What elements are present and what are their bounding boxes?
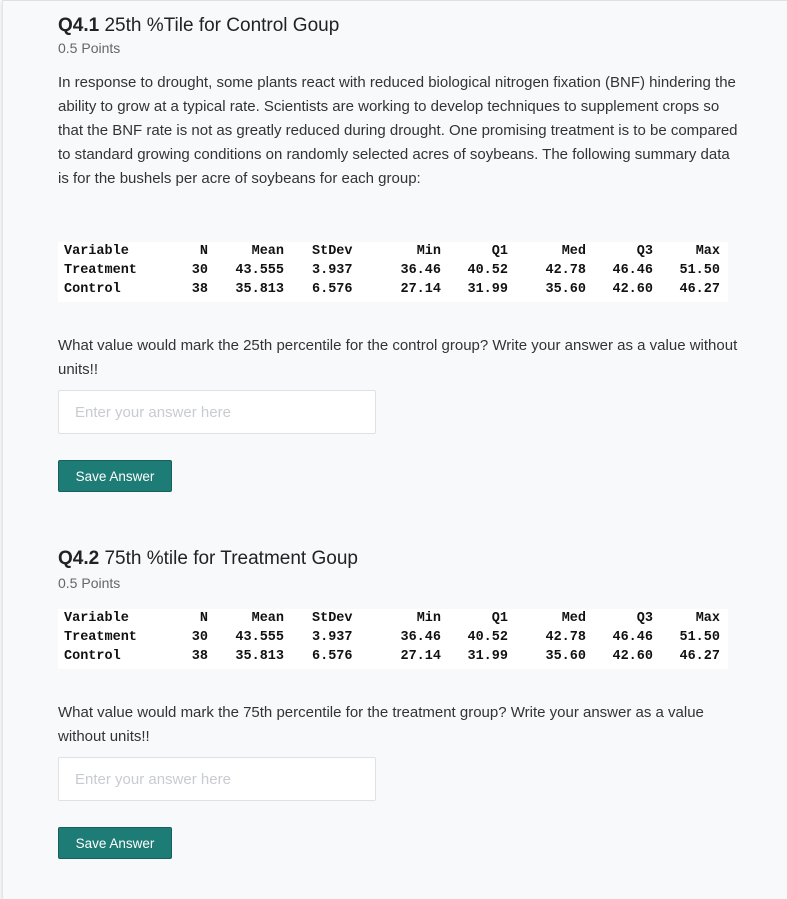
table-row: [58, 630, 728, 649]
column-header: Mean: [251, 244, 284, 259]
table-cell: 6.576: [312, 282, 353, 297]
column-header: StDev: [312, 244, 353, 259]
answer-input[interactable]: [58, 757, 376, 801]
column-header: N: [199, 611, 208, 626]
question-title: Q4.1 25th %Tile for Control Goup: [58, 15, 340, 36]
table-cell: 3.937: [312, 630, 353, 645]
table-cell: 42.60: [612, 282, 653, 297]
table-cell: 35.813: [235, 649, 284, 664]
column-header: Max: [695, 244, 720, 259]
table-cell: 27.14: [400, 649, 441, 664]
column-header: Min: [416, 244, 441, 259]
question-points: 0.5 Points: [58, 575, 121, 591]
column-header: Q1: [491, 611, 508, 626]
table-cell: 51.50: [679, 263, 720, 278]
table-cell: 43.555: [235, 630, 284, 645]
table-header-row: [58, 611, 728, 630]
table-cell: 30: [191, 630, 208, 645]
table-cell: 27.14: [400, 282, 441, 297]
table-cell: 42.78: [545, 630, 586, 645]
table-row: [58, 282, 728, 301]
table-cell: 42.60: [612, 649, 653, 664]
column-header: Q1: [491, 244, 508, 259]
summary-stats-table: [58, 242, 728, 302]
table-cell: 38: [191, 649, 208, 664]
table-cell: 40.52: [467, 630, 508, 645]
column-header: Med: [561, 611, 586, 626]
question-intro: In response to drought, some plants react with reduced biological nitrogen fixation (BNF) hindering the ability to grow at a typical rate. Scientists are working to develop techniques to supplement crops so that the BNF rate is not as greatly reduced during drought. One promising treatment is to be compared to standard growing conditions on randomly selected acres of soybeans. The following summary data is for the bushels per acre of soybeans for each group:: [58, 74, 738, 187]
table-row: [58, 263, 728, 282]
table-cell: 36.46: [400, 630, 441, 645]
column-header: StDev: [312, 611, 353, 626]
table-cell: 31.99: [467, 282, 508, 297]
table-cell: 40.52: [467, 263, 508, 278]
question-prompt: What value would mark the 25th percentile for the control group? Write your answer as a value without units!!: [58, 337, 738, 378]
column-header: Min: [416, 611, 441, 626]
question-prompt: What value would mark the 75th percentile for the treatment group? Write your answer as a value without units!!: [58, 704, 704, 745]
table-cell: 46.46: [612, 630, 653, 645]
table-cell: 51.50: [679, 630, 720, 645]
table-cell: 46.27: [679, 649, 720, 664]
table-cell: 36.46: [400, 263, 441, 278]
column-header: Mean: [251, 611, 284, 626]
table-cell: Treatment: [64, 263, 137, 278]
table-cell: 35.60: [545, 649, 586, 664]
column-header: Max: [695, 611, 720, 626]
table-cell: 46.46: [612, 263, 653, 278]
column-header: Q3: [636, 244, 653, 259]
table-cell: Treatment: [64, 630, 137, 645]
column-header: Variable: [64, 244, 129, 259]
column-header: N: [199, 244, 208, 259]
table-header-row: [58, 244, 728, 263]
summary-stats-table: [58, 609, 728, 669]
table-cell: 3.937: [312, 263, 353, 278]
table-cell: 30: [191, 263, 208, 278]
question-title: Q4.2 75th %tile for Treatment Goup: [58, 548, 358, 569]
column-header: Med: [561, 244, 586, 259]
table-cell: 35.60: [545, 282, 586, 297]
save-answer-button[interactable]: Save Answer: [58, 827, 172, 859]
answer-input[interactable]: [58, 390, 376, 434]
column-header: Variable: [64, 611, 129, 626]
table-cell: 35.813: [235, 282, 284, 297]
table-cell: 31.99: [467, 649, 508, 664]
question-points: 0.5 Points: [58, 40, 121, 56]
table-cell: 6.576: [312, 649, 353, 664]
table-cell: 46.27: [679, 282, 720, 297]
table-cell: 42.78: [545, 263, 586, 278]
column-header: Q3: [636, 611, 653, 626]
table-cell: Control: [64, 282, 121, 297]
table-cell: 43.555: [235, 263, 284, 278]
table-cell: Control: [64, 649, 121, 664]
table-row: [58, 649, 728, 668]
table-cell: 38: [191, 282, 208, 297]
save-answer-button[interactable]: Save Answer: [58, 460, 172, 492]
